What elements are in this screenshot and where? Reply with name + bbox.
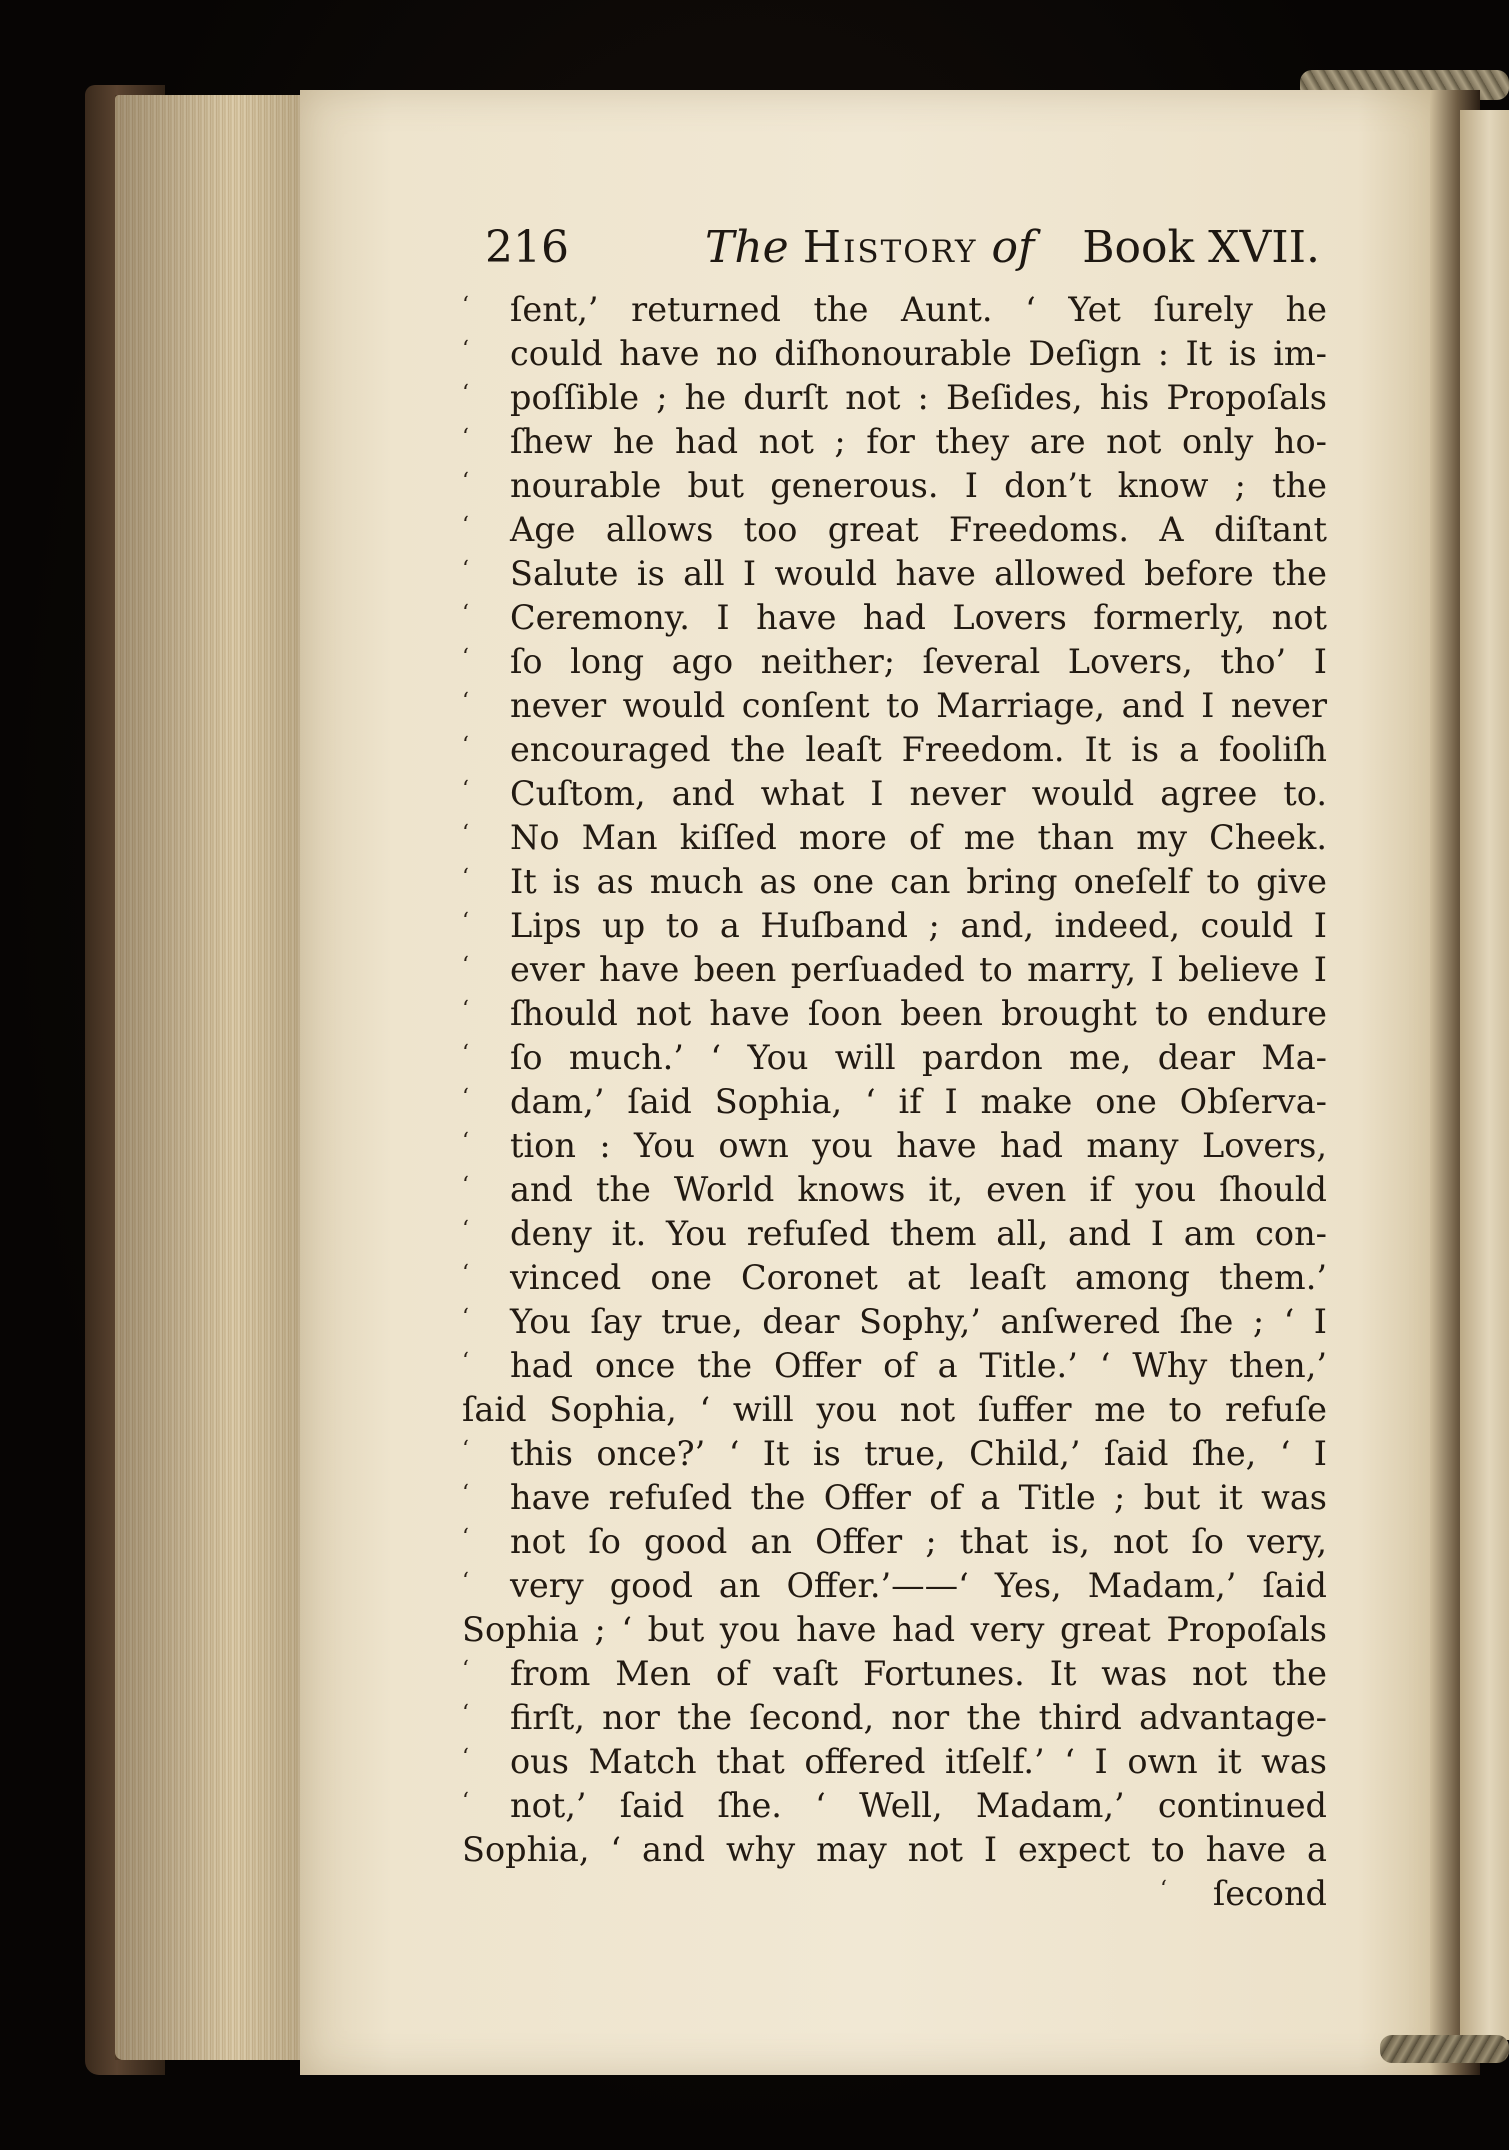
text-line — [462, 376, 1327, 420]
text-line — [462, 1388, 1327, 1432]
quote-mark: ‘ — [462, 1569, 469, 1594]
text-line — [462, 332, 1327, 376]
quote-mark: ‘ — [462, 381, 469, 406]
line-text: It is as much as one can bring oneſelf to give — [510, 862, 1327, 901]
line-text: Lips up to a Huſband ; and, indeed, could I — [510, 906, 1327, 945]
quote-mark: ‘ — [462, 337, 469, 362]
quote-mark: ‘ — [462, 469, 469, 494]
line-text: could have no diſhonourable Deſign : It is im- — [510, 334, 1327, 373]
text-line — [462, 1784, 1327, 1828]
quote-mark: ‘ — [462, 1525, 469, 1550]
text-line — [462, 816, 1327, 860]
text-line — [462, 1520, 1327, 1564]
text-line — [462, 1564, 1327, 1608]
page-number: 216 — [485, 222, 569, 273]
page-stack-shadow — [115, 95, 315, 2060]
text-line — [462, 1124, 1327, 1168]
quote-mark: ‘ — [462, 293, 469, 318]
text-line — [462, 508, 1327, 552]
quote-mark: ‘ — [462, 1129, 469, 1154]
quote-mark: ‘ — [462, 1657, 469, 1682]
text-line — [462, 1652, 1327, 1696]
quote-mark: ‘ — [462, 997, 469, 1022]
text-line — [462, 992, 1327, 1036]
quote-mark: ‘ — [462, 821, 469, 846]
text-line — [462, 1080, 1327, 1124]
text-line — [462, 1256, 1327, 1300]
quote-mark: ‘ — [462, 1349, 469, 1374]
running-title-main: History — [802, 222, 978, 273]
line-text: firſt, nor the ſecond, nor the third advantage- — [510, 1698, 1327, 1737]
text-line — [462, 728, 1327, 772]
line-text: Sophia ; ‘ but you have had very great Propoſals — [462, 1610, 1327, 1649]
text-line — [462, 552, 1327, 596]
text-line — [462, 640, 1327, 684]
text-line — [462, 948, 1327, 992]
line-text: nourable but generous. I don’t know ; the — [510, 466, 1327, 505]
body-text — [462, 288, 1327, 1916]
line-text: ſaid Sophia, ‘ will you not ſuffer me to refuſe — [462, 1390, 1327, 1429]
text-line — [462, 1432, 1327, 1476]
line-text: encouraged the leaſt Freedom. It is a fooliſh — [510, 730, 1327, 769]
quote-mark: ‘ — [462, 557, 469, 582]
text-line — [462, 1608, 1327, 1652]
line-text: not ſo good an Offer ; that is, not ſo very, — [510, 1522, 1327, 1561]
text-line — [462, 596, 1327, 640]
running-title-pre: The — [705, 222, 803, 273]
quote-mark: ‘ — [462, 601, 469, 626]
book-number: Book XVII. — [1082, 222, 1320, 273]
quote-mark: ‘ — [462, 1701, 469, 1726]
line-text: Cuſtom, and what I never would agree to. — [510, 774, 1327, 813]
text-line — [462, 1300, 1327, 1344]
text-line — [462, 464, 1327, 508]
quote-mark: ‘ — [462, 1173, 469, 1198]
text-line — [462, 860, 1327, 904]
text-line — [462, 1476, 1327, 1520]
quote-mark: ‘ — [462, 909, 469, 934]
quote-mark: ‘ — [462, 1789, 469, 1814]
line-text: No Man kiſſed more of me than my Cheek. — [510, 818, 1327, 857]
quote-mark: ‘ — [462, 865, 469, 890]
quote-mark: ‘ — [462, 1305, 469, 1330]
text-line — [462, 1696, 1327, 1740]
line-text: ſent,’ returned the Aunt. ‘ Yet ſurely he — [510, 290, 1327, 329]
quote-mark: ‘ — [462, 1481, 469, 1506]
running-title-post: of — [977, 222, 1035, 273]
text-line — [462, 772, 1327, 816]
line-text: very good an Offer.’——‘ Yes, Madam,’ ſaid — [510, 1566, 1327, 1605]
quote-mark: ‘ — [462, 1041, 469, 1066]
text-line — [462, 420, 1327, 464]
quote-mark: ‘ — [462, 425, 469, 450]
quote-mark: ‘ — [462, 777, 469, 802]
line-text: from Men of vaſt Fortunes. It was not the — [510, 1654, 1327, 1693]
quote-mark: ‘ — [462, 513, 469, 538]
line-text: ſecond — [1212, 1874, 1327, 1913]
text-line — [462, 1168, 1327, 1212]
quote-mark: ‘ — [462, 1217, 469, 1242]
quote-mark: ‘ — [462, 953, 469, 978]
text-line — [462, 1212, 1327, 1256]
line-text: tion : You own you have had many Lovers, — [510, 1126, 1327, 1165]
line-text: ſhew he had not ; for they are not only ho- — [510, 422, 1327, 461]
line-text: vinced one Coronet at leaſt among them.’ — [510, 1258, 1327, 1297]
running-title — [705, 222, 1034, 273]
quote-mark: ‘ — [462, 645, 469, 670]
quote-mark: ‘ — [462, 733, 469, 758]
line-text: have refuſed the Offer of a Title ; but it was — [510, 1478, 1327, 1517]
text-line — [462, 684, 1327, 728]
bookmark-cord-bottom — [1380, 2035, 1509, 2063]
text-line — [462, 1344, 1327, 1388]
line-text: Salute is all I would have allowed before the — [510, 554, 1327, 593]
text-line — [462, 904, 1327, 948]
quote-mark: ‘ — [462, 1085, 469, 1110]
line-text: Age allows too great Freedoms. A diſtant — [510, 510, 1327, 549]
line-text: not,’ ſaid ſhe. ‘ Well, Madam,’ continued — [510, 1786, 1327, 1825]
text-line — [462, 1828, 1327, 1872]
quote-mark: ‘ — [462, 1437, 469, 1462]
quote-mark: ‘ — [1160, 1877, 1167, 1902]
text-line — [462, 1036, 1327, 1080]
line-text: never would conſent to Marriage, and I never — [510, 686, 1327, 725]
line-text: had once the Offer of a Title.’ ‘ Why then,’ — [510, 1346, 1327, 1385]
line-text: ſhould not have ſoon been brought to endure — [510, 994, 1327, 1033]
text-line — [462, 288, 1327, 332]
line-text: and the World knows it, even if you ſhould — [510, 1170, 1327, 1209]
quote-mark: ‘ — [462, 689, 469, 714]
facing-page-edge — [1460, 110, 1509, 2040]
quote-mark: ‘ — [462, 1261, 469, 1286]
text-line — [462, 1740, 1327, 1784]
line-text: Ceremony. I have had Lovers formerly, not — [510, 598, 1327, 637]
line-text: ſo much.’ ‘ You will pardon me, dear Ma- — [510, 1038, 1327, 1077]
line-text: deny it. You refuſed them all, and I am con- — [510, 1214, 1327, 1253]
line-text: ever have been perſuaded to marry, I believe I — [510, 950, 1327, 989]
quote-mark: ‘ — [462, 1745, 469, 1770]
line-text: Sophia, ‘ and why may not I expect to have a — [462, 1830, 1327, 1869]
line-text: ous Match that offered itſelf.’ ‘ I own it was — [510, 1742, 1327, 1781]
line-text: dam,’ ſaid Sophia, ‘ if I make one Obſerva- — [510, 1082, 1327, 1121]
line-text: ſo long ago neither; ſeveral Lovers, tho’ I — [510, 642, 1327, 681]
running-header — [485, 222, 1320, 282]
line-text: this once?’ ‘ It is true, Child,’ ſaid ſhe, ‘ I — [510, 1434, 1327, 1473]
line-text: poſſible ; he durſt not : Beſides, his Propoſals — [510, 378, 1327, 417]
line-text: You ſay true, dear Sophy,’ anſwered ſhe ; ‘ I — [510, 1302, 1327, 1341]
text-line — [462, 1872, 1327, 1916]
